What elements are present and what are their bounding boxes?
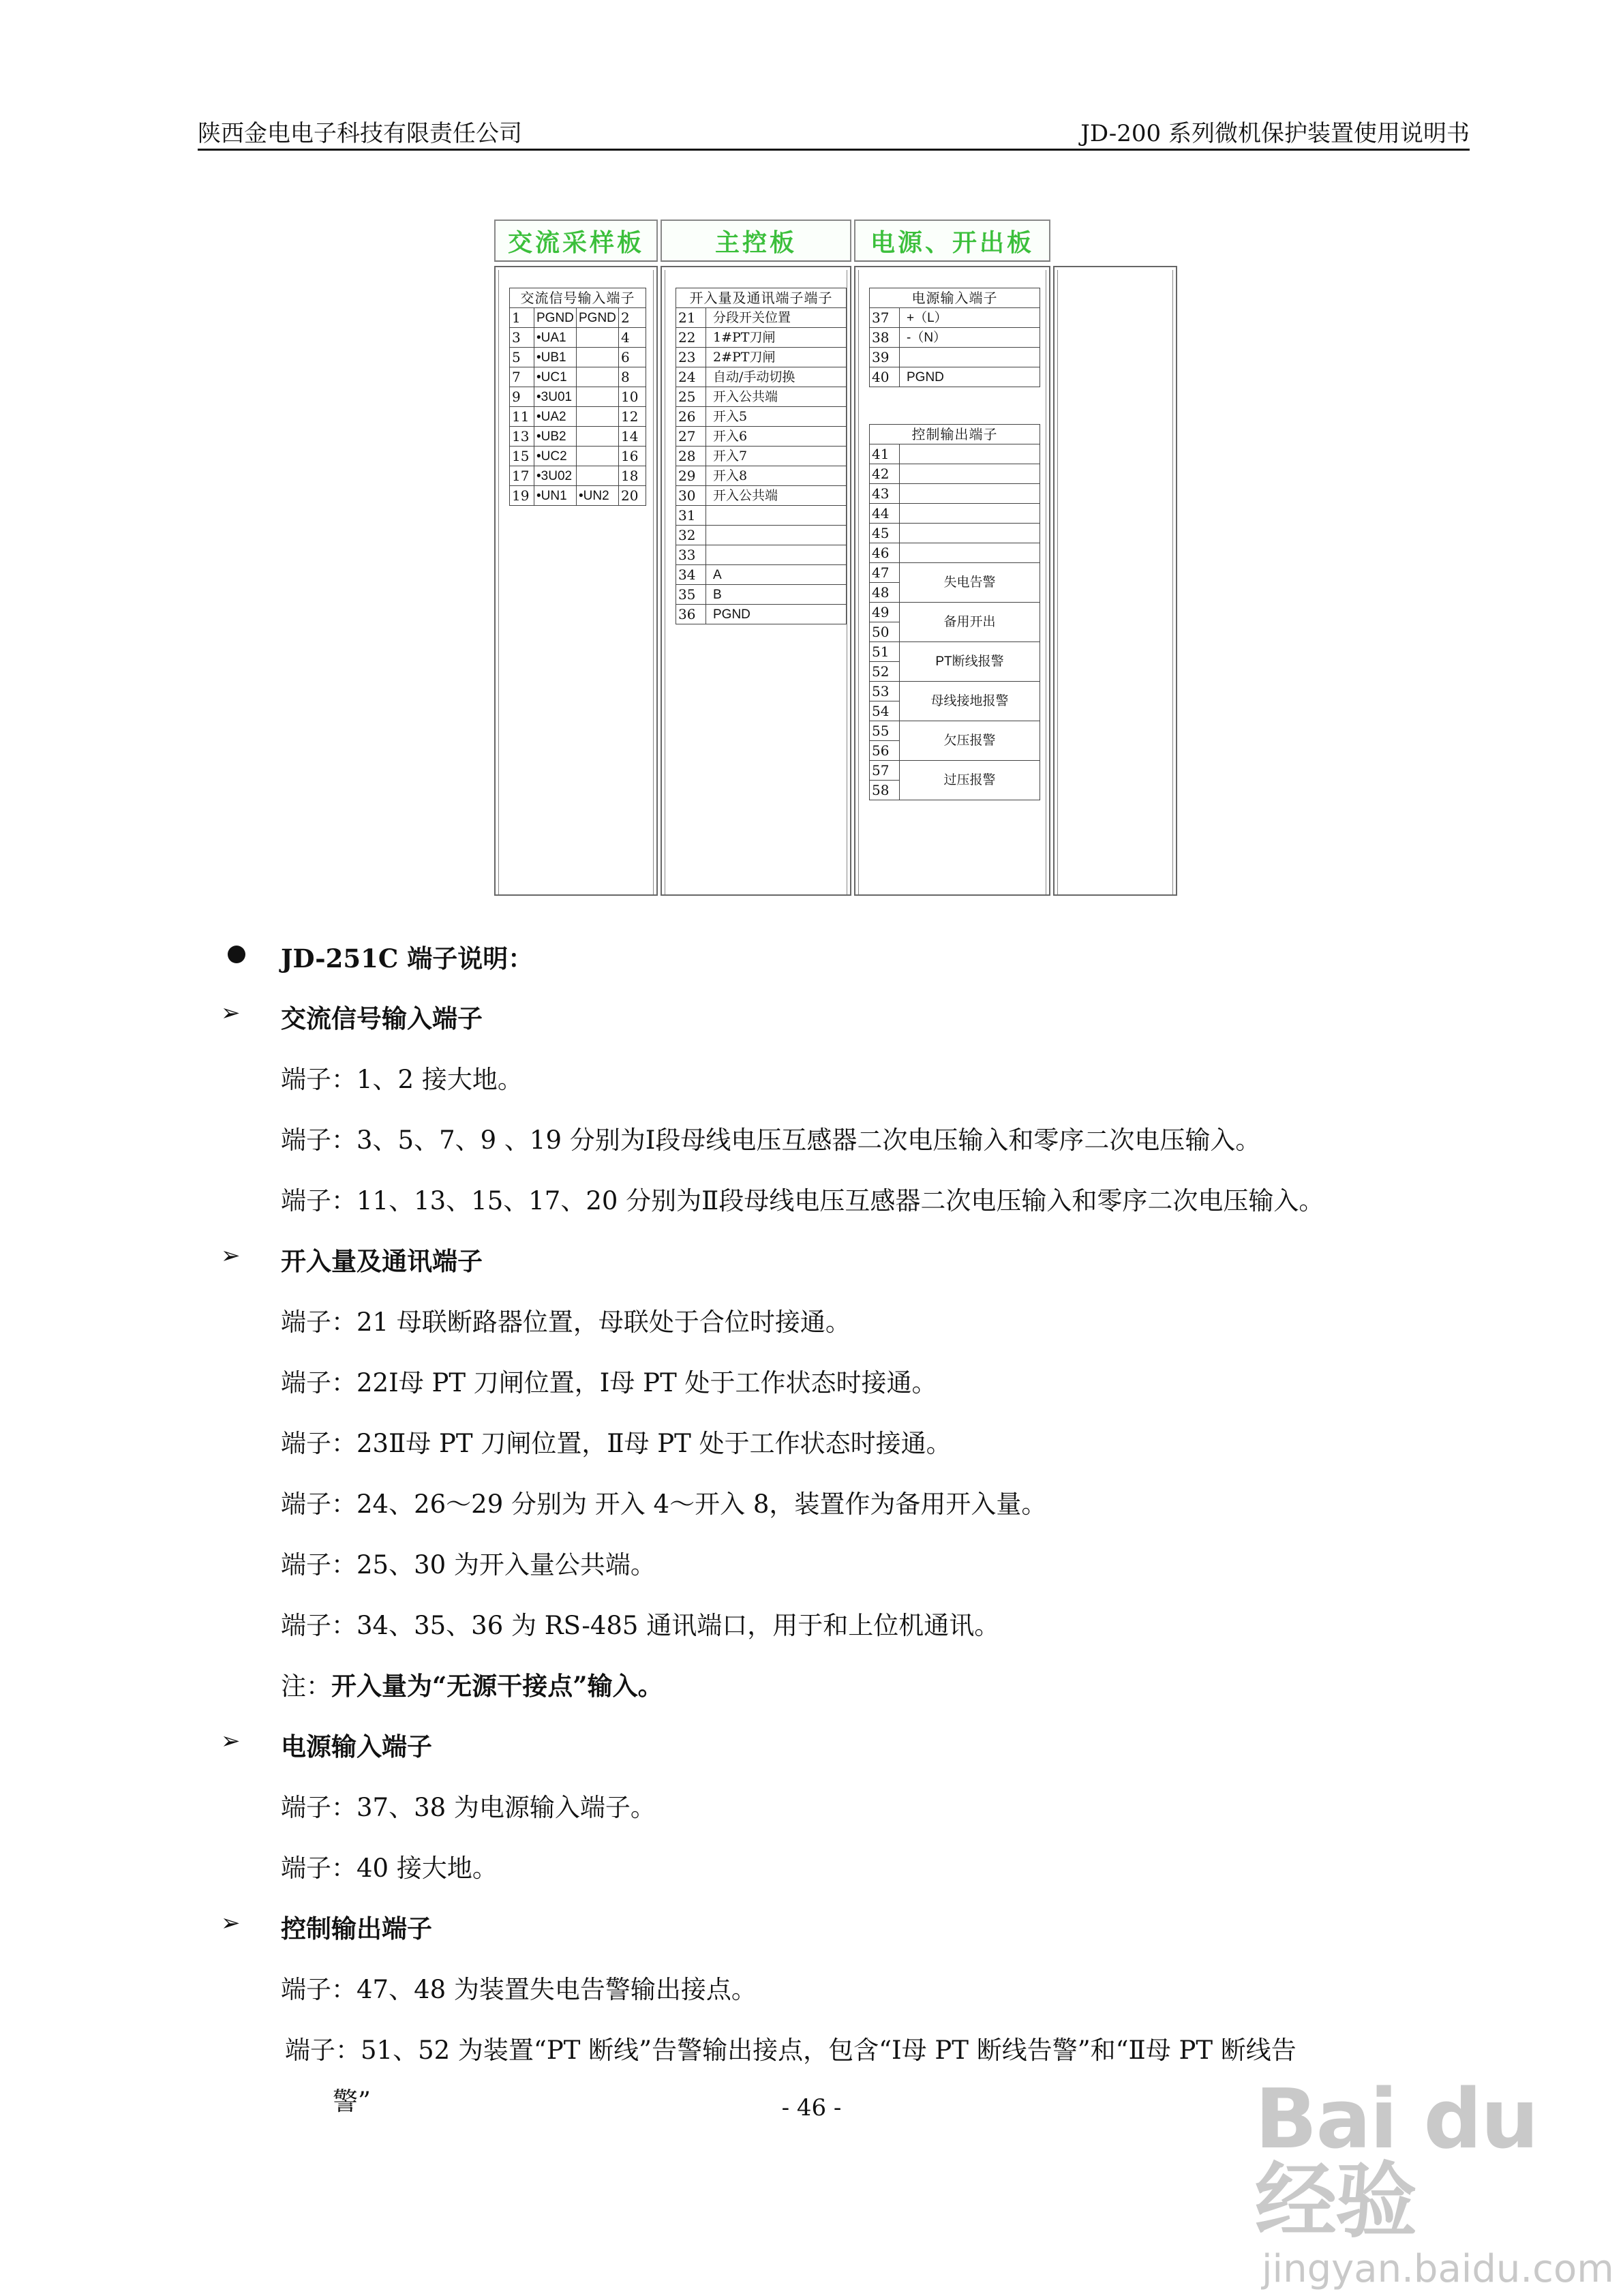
terminal-number: 32 <box>676 526 706 545</box>
para-power-1: 端子：37、38 为电源输入端子。 <box>281 1793 656 1822</box>
para-io-5: 端子：25、30 为开入量公共端。 <box>281 1550 656 1580</box>
watermark-logo: Bai du 经验 <box>1255 2072 1538 2249</box>
para-io-6: 端子：34、35、36 为 RS-485 通讯端口，用于和上位机通讯。 <box>281 1611 1000 1640</box>
terminal-number: 42 <box>870 464 900 484</box>
board-title-power: 电源、开出板 <box>854 220 1050 262</box>
terminal-number: 9 <box>510 387 534 407</box>
terminal-label: 过压报警 <box>900 761 1040 800</box>
terminal-label: PGND <box>706 605 847 624</box>
terminal-number: 48 <box>870 583 900 603</box>
terminal-number: 53 <box>870 682 900 701</box>
terminal-number: 5 <box>510 348 534 367</box>
note-line <box>281 1665 663 1702</box>
arrow-bullet-icon: ➢ <box>221 1242 241 1269</box>
para-control-2: 端子：51、52 为装置“PT 断线”告警输出接点，包含“Ⅰ母 PT 断线告警”和“Ⅱ母 PT 断线告 <box>285 2036 1296 2065</box>
terminal-label <box>900 543 1040 563</box>
bullet-dot-icon <box>228 946 245 963</box>
terminal-number: 14 <box>619 427 646 447</box>
control-table-row <box>870 464 1040 484</box>
control-table-row <box>870 761 1040 781</box>
terminal-number: 25 <box>676 387 706 407</box>
terminal-number: 41 <box>870 444 900 464</box>
para-ac-1: 端子：1、2 接大地。 <box>281 1065 523 1094</box>
terminal-number: 21 <box>676 308 706 328</box>
terminal-label: 2#PT刀闸 <box>706 348 847 367</box>
board-title-main: 主控板 <box>661 220 851 262</box>
board-empty <box>1053 266 1177 896</box>
terminal-label <box>900 484 1040 504</box>
terminal-number: 36 <box>676 605 706 624</box>
control-table-row <box>870 682 1040 701</box>
terminal-number: 20 <box>619 486 646 506</box>
terminal-number: 43 <box>870 484 900 504</box>
terminal-number: 16 <box>619 447 646 466</box>
terminal-number: 49 <box>870 603 900 622</box>
para-control-3: 警” <box>333 2087 371 2116</box>
terminal-number: 1 <box>510 308 534 328</box>
terminal-number: 3 <box>510 328 534 348</box>
page-number: - 46 - <box>781 2094 842 2121</box>
ac-table-row <box>510 407 646 427</box>
io-table-row <box>676 447 847 466</box>
io-table-row <box>676 506 847 526</box>
io-table-row <box>676 565 847 585</box>
terminal-label: 开入6 <box>706 427 847 447</box>
terminal-number: 4 <box>619 328 646 348</box>
terminal-signal: •UN1 <box>534 486 577 506</box>
io-table-row <box>676 605 847 624</box>
terminal-signal: •UN2 <box>577 486 619 506</box>
terminal-signal <box>577 427 619 447</box>
control-table-row <box>870 543 1040 563</box>
terminal-signal: •UB1 <box>534 348 577 367</box>
power-terminal-table <box>869 288 1040 387</box>
terminal-number: 15 <box>510 447 534 466</box>
terminal-label <box>706 506 847 526</box>
header-rule <box>198 149 1470 151</box>
note-prefix: 注： <box>281 1672 331 1701</box>
terminal-label: B <box>706 585 847 605</box>
terminal-number: 47 <box>870 563 900 583</box>
power-table-row <box>870 328 1040 348</box>
terminal-label: PGND <box>900 367 1040 387</box>
terminal-label: +（L） <box>900 308 1040 328</box>
terminal-signal <box>577 387 619 407</box>
terminal-number: 46 <box>870 543 900 563</box>
terminal-label: 自动/手动切换 <box>706 367 847 387</box>
header-manual-title: JD-200 系列微机保护装置使用说明书 <box>1080 120 1470 147</box>
ac-table-row <box>510 466 646 486</box>
terminal-label <box>900 444 1040 464</box>
terminal-number: 22 <box>676 328 706 348</box>
para-io-1: 端子：21 母联断路器位置，母联处于合位时接通。 <box>281 1308 851 1337</box>
heading-io: 开入量及通讯端子 <box>281 1246 483 1276</box>
terminal-number: 12 <box>619 407 646 427</box>
power-table-row <box>870 308 1040 328</box>
terminal-number: 28 <box>676 447 706 466</box>
control-output-table <box>869 424 1040 800</box>
terminal-number: 24 <box>676 367 706 387</box>
terminal-signal <box>577 447 619 466</box>
para-ac-3: 端子：11、13、15、17、20 分别为Ⅱ段母线电压互感器二次电压输入和零序二次电压输入。 <box>281 1186 1324 1215</box>
io-table-row <box>676 367 847 387</box>
io-table-row <box>676 328 847 348</box>
terminal-signal <box>577 466 619 486</box>
terminal-number: 35 <box>676 585 706 605</box>
control-table-row <box>870 524 1040 543</box>
io-table-row <box>676 526 847 545</box>
terminal-number: 57 <box>870 761 900 781</box>
terminal-signal: •UA1 <box>534 328 577 348</box>
ac-table-row <box>510 328 646 348</box>
terminal-signal <box>577 367 619 387</box>
ac-table-caption: 交流信号输入端子 <box>510 288 646 308</box>
para-io-4: 端子：24、26～29 分别为 开入 4～开入 8，装置作为备用开入量。 <box>281 1490 1047 1519</box>
note-text: 开入量为“无源干接点”输入。 <box>331 1671 663 1701</box>
terminal-label: 母线接地报警 <box>900 682 1040 721</box>
terminal-signal: •3U02 <box>534 466 577 486</box>
terminal-number: 6 <box>619 348 646 367</box>
control-table-caption: 控制输出端子 <box>870 425 1040 444</box>
terminal-signal: PGND <box>577 308 619 328</box>
terminal-number: 13 <box>510 427 534 447</box>
io-table-row <box>676 348 847 367</box>
terminal-label: 1#PT刀闸 <box>706 328 847 348</box>
terminal-label: PT断线报警 <box>900 642 1040 682</box>
ac-table-row <box>510 486 646 506</box>
terminal-signal <box>577 328 619 348</box>
heading-control: 控制输出端子 <box>281 1914 432 1944</box>
terminal-number: 44 <box>870 504 900 524</box>
ac-table-row <box>510 367 646 387</box>
io-table-row <box>676 545 847 565</box>
terminal-number: 34 <box>676 565 706 585</box>
io-terminal-table <box>676 288 847 624</box>
io-table-row <box>676 585 847 605</box>
terminal-label <box>900 524 1040 543</box>
control-table-row <box>870 642 1040 662</box>
terminal-signal: PGND <box>534 308 577 328</box>
terminal-number: 11 <box>510 407 534 427</box>
control-table-row <box>870 563 1040 583</box>
terminal-number: 45 <box>870 524 900 543</box>
terminal-label <box>706 526 847 545</box>
terminal-label: 开入7 <box>706 447 847 466</box>
io-table-row <box>676 387 847 407</box>
terminal-label: 备用开出 <box>900 603 1040 642</box>
terminal-label: 失电告警 <box>900 563 1040 603</box>
terminal-number: 52 <box>870 662 900 682</box>
terminal-label: -（N） <box>900 328 1040 348</box>
ac-terminal-table <box>509 288 646 506</box>
terminal-number: 33 <box>676 545 706 565</box>
ac-table-row <box>510 387 646 407</box>
control-table-row <box>870 484 1040 504</box>
heading-power: 电源输入端子 <box>281 1732 432 1762</box>
para-ac-2: 端子：3、5、7、9 、19 分别为Ⅰ段母线电压互感器二次电压输入和零序二次电压输入。 <box>281 1126 1261 1155</box>
terminal-number: 54 <box>870 701 900 721</box>
terminal-number: 31 <box>676 506 706 526</box>
terminal-number: 10 <box>619 387 646 407</box>
ac-table-row <box>510 427 646 447</box>
io-table-row <box>676 486 847 506</box>
heading-ac-input: 交流信号输入端子 <box>281 1003 483 1033</box>
control-table-row <box>870 721 1040 741</box>
ac-table-row <box>510 447 646 466</box>
section-title: JD-251C 端子说明： <box>281 943 534 973</box>
baidu-watermark <box>1255 2072 1614 2291</box>
terminal-number: 30 <box>676 486 706 506</box>
terminal-label: 开入公共端 <box>706 387 847 407</box>
board-title-ac: 交流采样板 <box>494 220 658 262</box>
control-table-row <box>870 603 1040 622</box>
power-table-row <box>870 348 1040 367</box>
para-io-2: 端子：22Ⅰ母 PT 刀闸位置，Ⅰ母 PT 处于工作状态时接通。 <box>281 1368 937 1398</box>
terminal-number: 26 <box>676 407 706 427</box>
para-control-1: 端子：47、48 为装置失电告警输出接点。 <box>281 1975 757 2004</box>
para-io-3: 端子：23Ⅱ母 PT 刀闸位置，Ⅱ母 PT 处于工作状态时接通。 <box>281 1429 952 1458</box>
terminal-label <box>900 504 1040 524</box>
terminal-number: 29 <box>676 466 706 486</box>
terminal-signal <box>577 348 619 367</box>
io-table-row <box>676 466 847 486</box>
terminal-number: 2 <box>619 308 646 328</box>
arrow-bullet-icon: ➢ <box>221 1909 241 1937</box>
ac-table-row <box>510 348 646 367</box>
terminal-label: A <box>706 565 847 585</box>
terminal-number: 7 <box>510 367 534 387</box>
terminal-label: 开入8 <box>706 466 847 486</box>
header-company: 陕西金电电子科技有限责任公司 <box>198 120 522 147</box>
watermark-url: jingyan.baidu.com <box>1262 2247 1614 2291</box>
terminal-number: 23 <box>676 348 706 367</box>
terminal-label <box>900 464 1040 484</box>
terminal-number: 51 <box>870 642 900 662</box>
terminal-number: 40 <box>870 367 900 387</box>
terminal-number: 18 <box>619 466 646 486</box>
terminal-number: 27 <box>676 427 706 447</box>
terminal-signal: •UA2 <box>534 407 577 427</box>
io-table-row <box>676 407 847 427</box>
power-table-caption: 电源输入端子 <box>870 288 1040 308</box>
terminal-number: 56 <box>870 741 900 761</box>
terminal-signal: •3U01 <box>534 387 577 407</box>
terminal-number: 39 <box>870 348 900 367</box>
terminal-number: 58 <box>870 781 900 800</box>
arrow-bullet-icon: ➢ <box>221 999 241 1027</box>
terminal-number: 8 <box>619 367 646 387</box>
terminal-label: 欠压报警 <box>900 721 1040 761</box>
para-power-2: 端子：40 接大地。 <box>281 1854 498 1883</box>
io-table-row <box>676 308 847 328</box>
terminal-signal: •UC1 <box>534 367 577 387</box>
terminal-label: 分段开关位置 <box>706 308 847 328</box>
terminal-label: 开入公共端 <box>706 486 847 506</box>
io-table-caption: 开入量及通讯端子端子 <box>676 288 847 308</box>
ac-table-row <box>510 308 646 328</box>
terminal-signal: •UB2 <box>534 427 577 447</box>
terminal-label <box>706 545 847 565</box>
terminal-number: 55 <box>870 721 900 741</box>
terminal-diagram <box>494 220 1177 896</box>
arrow-bullet-icon: ➢ <box>221 1727 241 1755</box>
terminal-signal: •UC2 <box>534 447 577 466</box>
control-table-row <box>870 504 1040 524</box>
control-table-row <box>870 444 1040 464</box>
terminal-label <box>900 348 1040 367</box>
terminal-label: 开入5 <box>706 407 847 427</box>
terminal-number: 50 <box>870 622 900 642</box>
terminal-number: 37 <box>870 308 900 328</box>
power-table-row <box>870 367 1040 387</box>
terminal-signal <box>577 407 619 427</box>
terminal-number: 17 <box>510 466 534 486</box>
terminal-number: 19 <box>510 486 534 506</box>
io-table-row <box>676 427 847 447</box>
terminal-number: 38 <box>870 328 900 348</box>
